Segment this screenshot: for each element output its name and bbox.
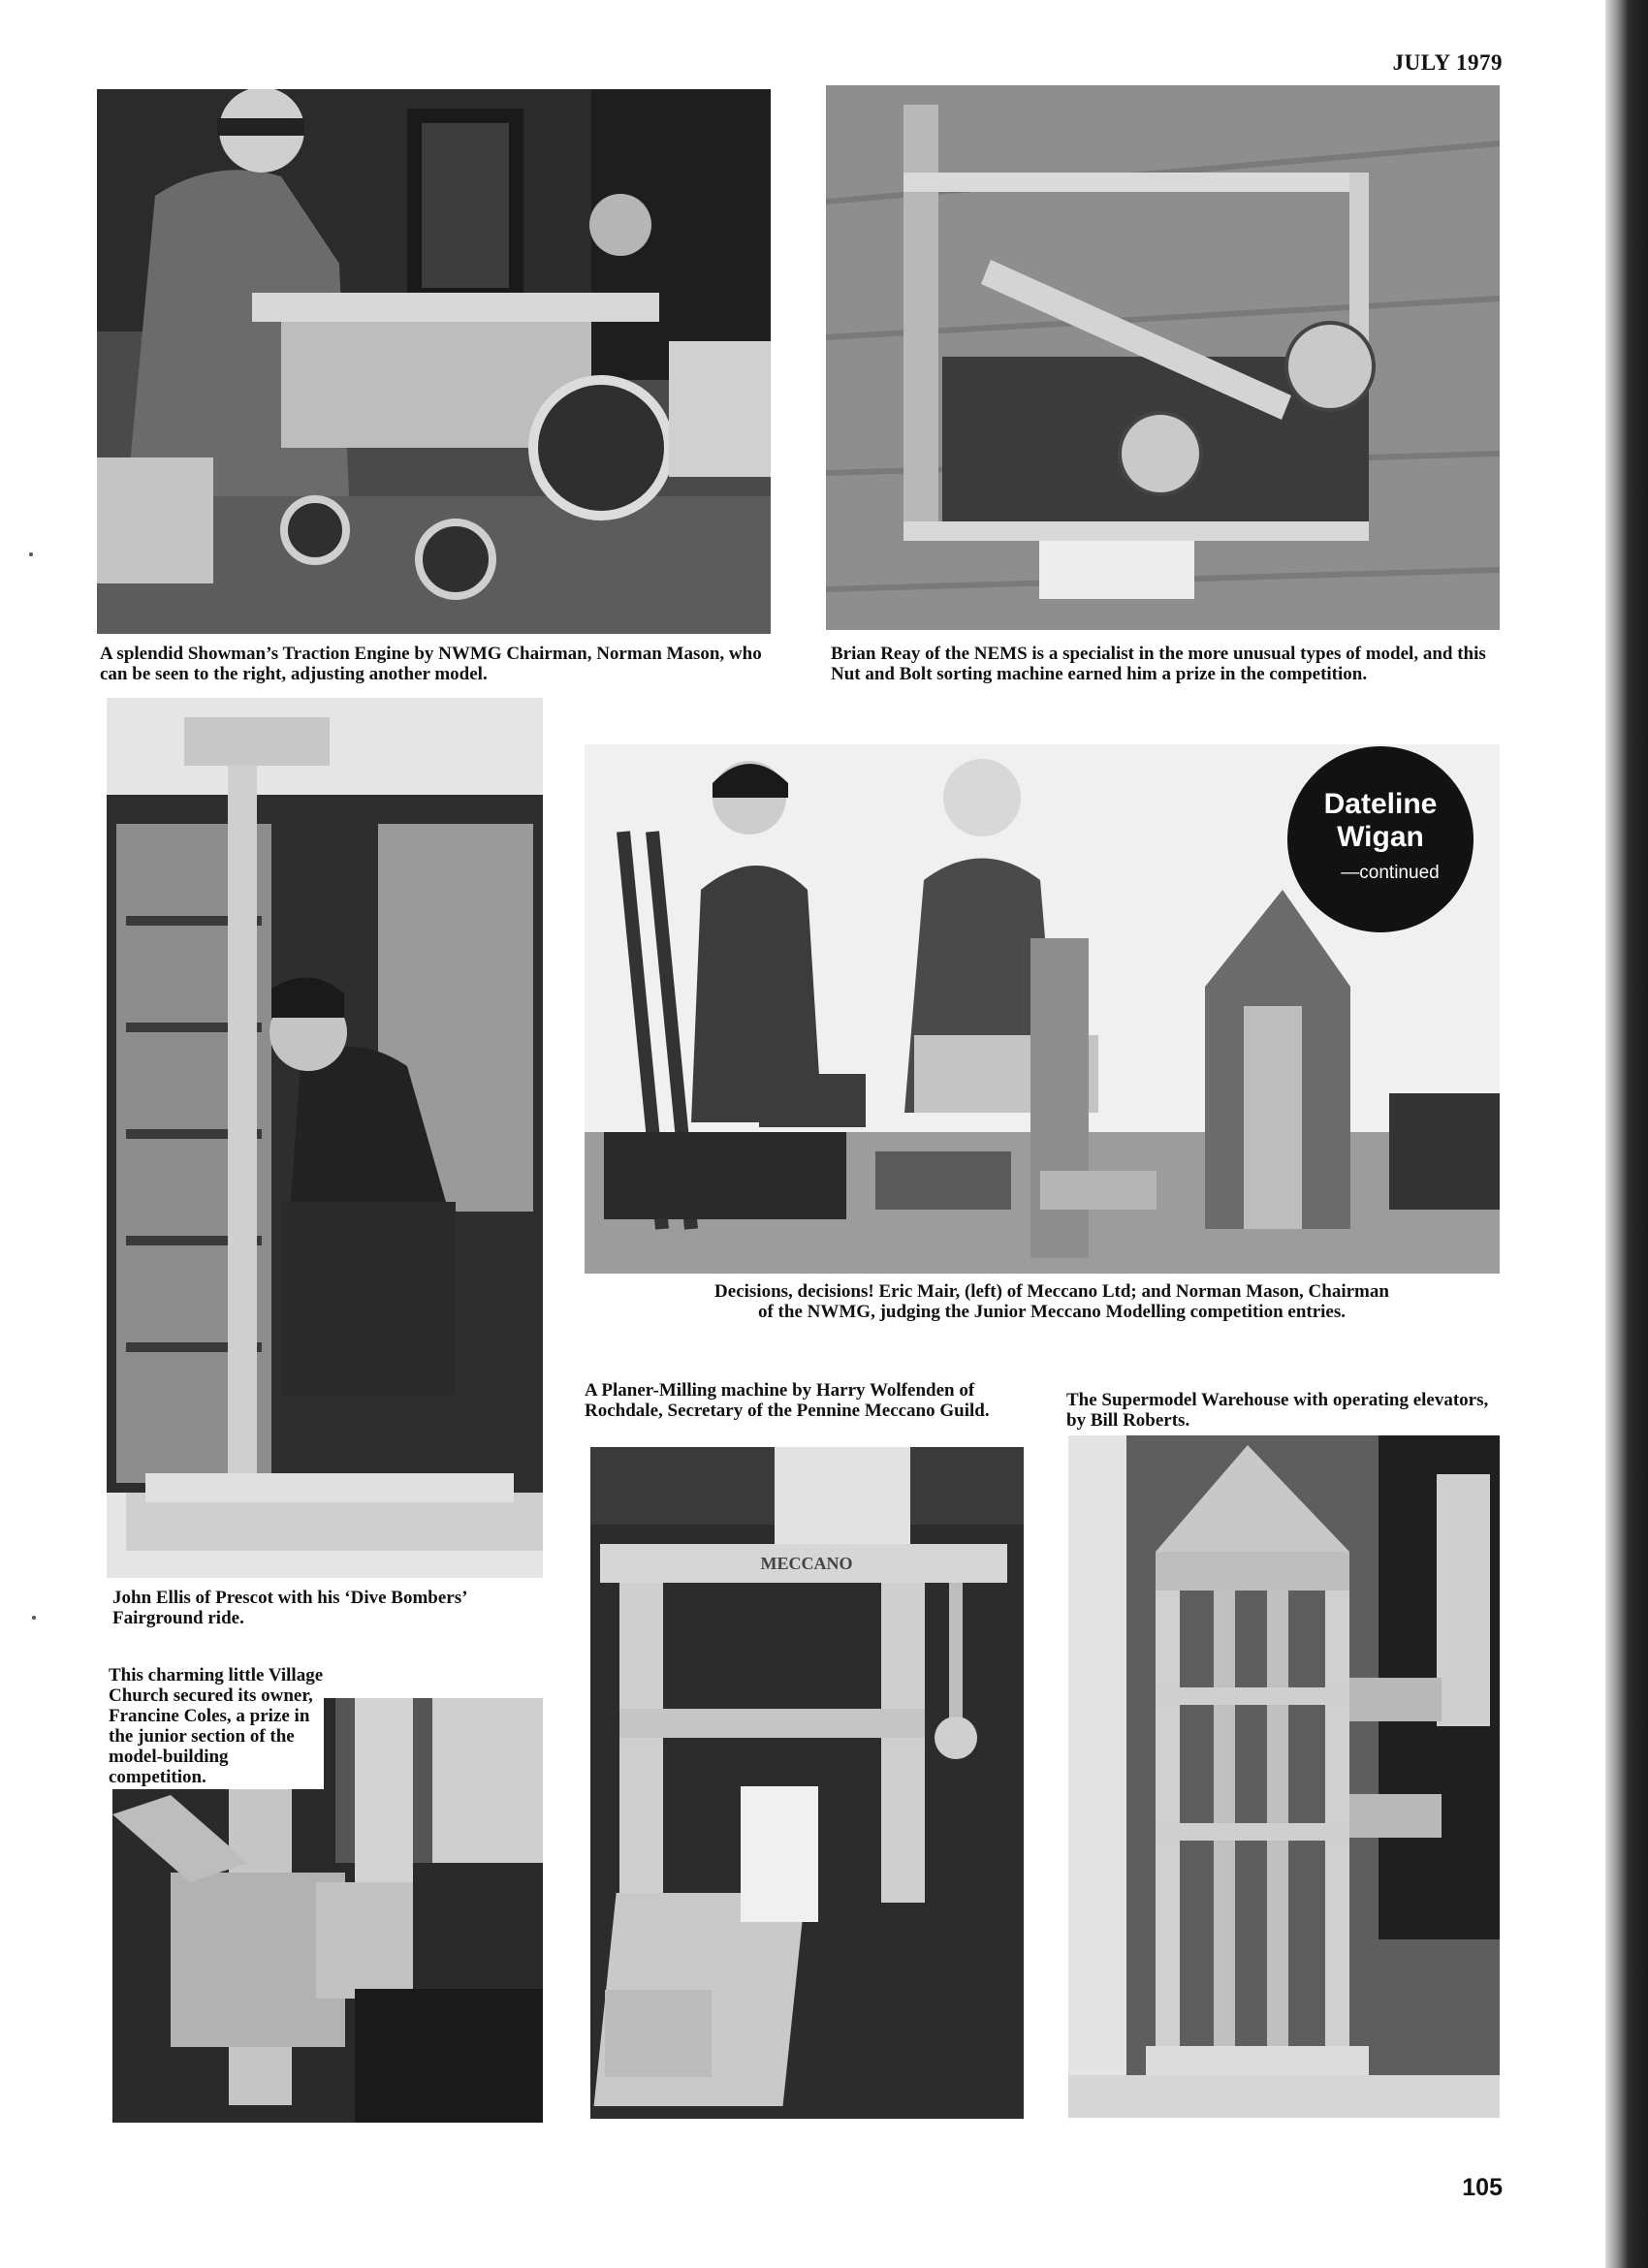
page-edge-shadow [1605, 0, 1648, 2268]
planer-milling-caption: A Planer-Milling machine by Harry Wolfenden of Rochdale, Secretary of the Pennine Meccano Guild. [585, 1380, 990, 1421]
village-church-caption-block [109, 1665, 543, 1789]
traction-engine-caption: A splendid Showman’s Traction Engine by NWMG Chairman, Norman Mason, who can be seen to the right, adjusting another model. [100, 644, 762, 684]
judges-caption: Decisions, decisions! Eric Mair, (left) of Meccano Ltd; and Norman Mason, Chairman of the NWMG, judging the Junior Meccano Modelling competition entries. [714, 1281, 1389, 1322]
issue-date: JULY 1979 [1392, 50, 1503, 75]
warehouse-caption: The Supermodel Warehouse with operating elevators, by Bill Roberts. [1066, 1390, 1489, 1431]
planer-milling-photo [590, 1447, 1024, 2119]
page-number: 105 [1462, 2174, 1503, 2201]
village-church-caption-text: This charming little Village Church secured its owner, Francine Coles, a prize in the junior section of the model-building competition. [109, 1665, 324, 1787]
warehouse-photo [1068, 1435, 1500, 2118]
fairground-ride-caption: John Ellis of Prescot with his ‘Dive Bombers’ Fairground ride. [112, 1588, 467, 1628]
traction-engine-photo [97, 89, 771, 634]
dateline-title: Dateline [1323, 788, 1438, 820]
dateline-continued: —continued [1341, 863, 1440, 883]
sorting-machine-caption: Brian Reay of the NEMS is a specialist in the more unusual types of model, and this Nut and Bolt sorting machine earned him a prize in the competition. [831, 644, 1486, 684]
margin-mark [32, 1616, 36, 1620]
fairground-ride-photo [107, 698, 543, 1578]
meccano-sign-text: MECCANO [760, 1554, 853, 1573]
margin-mark [29, 552, 33, 556]
dateline-location: Wigan [1337, 821, 1424, 853]
sorting-machine-photo [826, 85, 1500, 630]
caption-wrap-spacer [326, 1665, 543, 1789]
dateline-badge [1287, 746, 1474, 932]
